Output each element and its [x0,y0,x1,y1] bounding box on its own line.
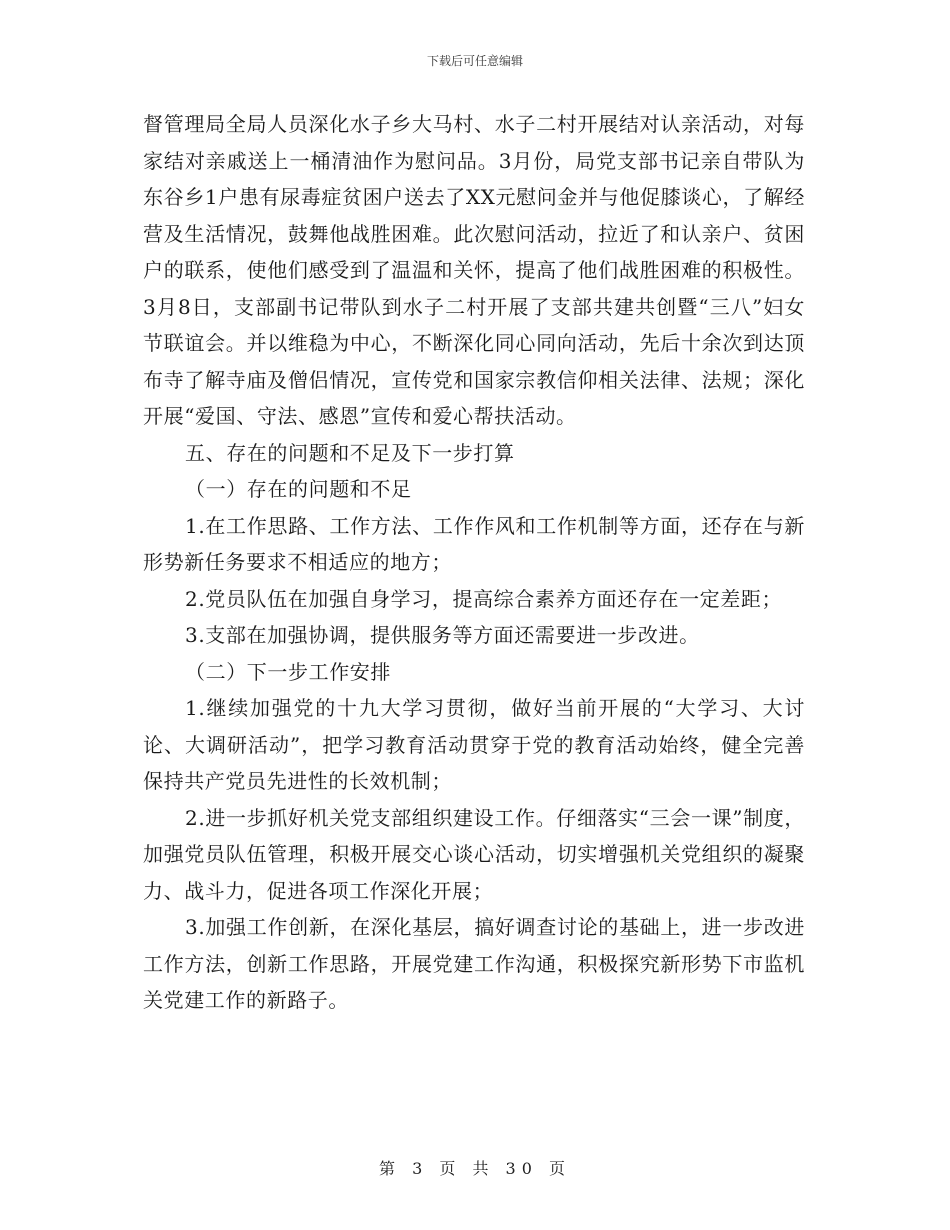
page-header: 下载后可任意编辑 [426,54,523,68]
plan-item-1: 1.继续加强党的十九大学习贯彻，做好当前开展的“大学习、大讨论、大调研活动”，把学习教育活动贯穿于党的教育活动始终，健全完善保持共产党员先进性的长效机制； [143,696,805,793]
problem-item-2: 2.党员队伍在加强自身学习，提高综合素养方面还存在一定差距； [185,586,783,611]
plan-item-2: 2.进一步抓好机关党支部组织建设工作。仔细落实“三会一课”制度，加强党员队伍管理，积极开展交心谈心活动，切实增强机关党组织的凝聚力、战斗力，促进各项工作深化开展； [143,805,805,903]
section-heading-five: 五、存在的问题和不足及下一步打算 [185,440,515,465]
problem-item-3: 3.支部在加强协调，提供服务等方面还需要进一步改进。 [185,623,700,647]
page-footer: 第 3 页 共 30 页 [379,1159,571,1178]
plan-item-3: 3.加强工作创新，在深化基层，搞好调查讨论的基础上，进一步改进工作方法，创新工作思路，开展党建工作沟通，积极探究新形势下市监机关党建工作的新路子。 [143,915,805,1012]
subsection-heading-problems: （一）存在的问题和不足 [185,477,412,501]
subsection-heading-next-steps: （二）下一步工作安排 [185,659,391,684]
document-body [143,106,805,1019]
paragraph-continuation: 督管理局全局人员深化水子乡大马村、水子二村开展结对认亲活动，对每家结对亲戚送上一桶清油作为慰问品。3月份，局党支部书记亲自带队为东谷乡1户患有尿毒症贫困户送去了XX元慰问金并与他促膝谈心，了解经营及生活情况，鼓舞他战胜困难。此次慰问活动，拉近了和认亲户、贫困户的联系，使他们感受到了温温和关怀，提高了他们战胜困难的积极性。3月8日，支部副书记带队到水子二村开展了支部共建共创暨“三八”妇女节联谊会。并以维稳为中心，不断深化同心同向活动，先后十余次到达顶布寺了解寺庙及僧侣情况，宣传党和国家宗教信仰相关法律、法规；深化开展“爱国、守法、感恩”宣传和爱心帮扶活动。 [143,112,805,428]
problem-item-1: 1.在工作思路、工作方法、工作作风和工作机制等方面，还存在与新形势新任务要求不相适应的地方； [143,513,805,574]
